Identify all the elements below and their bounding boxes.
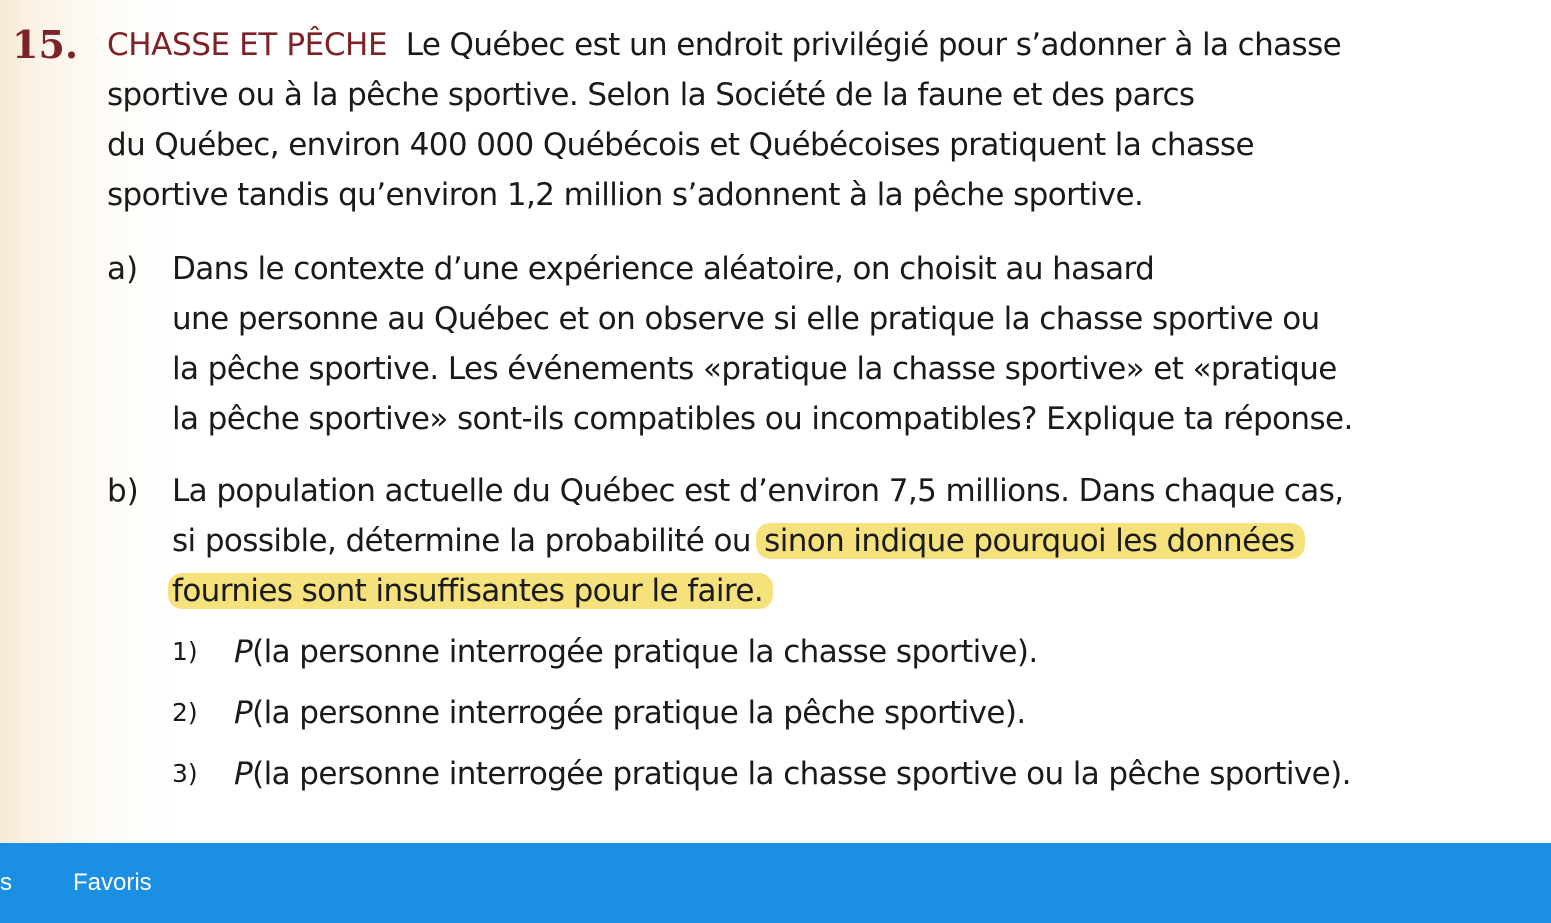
item-2-text: (la personne interrogée pratique la pêche sportive). [252,695,1026,731]
part-b-line-3 [172,566,773,616]
exercise-title: CHASSE ET PÊCHE [107,27,388,63]
item-1-p: P [234,634,253,670]
exercise-number: 15. [12,22,79,67]
intro-line-1-text: Le Québec est un endroit privilégié pour s’adonner à la chasse [405,27,1342,63]
item-2 [234,688,1026,738]
highlighted-text-1[interactable]: sinon indique pourquoi les données [756,523,1304,559]
part-b-line-2 [172,516,1305,566]
intro-line-1 [107,20,1341,70]
bottom-toolbar [0,843,1551,923]
item-3 [234,749,1351,799]
item-1-text: (la personne interrogée pratique la chasse sportive). [252,634,1038,670]
item-1 [234,627,1038,677]
intro-line-2: sportive ou à la pêche sportive. Selon la Société de la faune et des parcs [107,77,1195,113]
item-3-number: 3) [172,759,198,788]
highlighted-text-2[interactable]: fournies sont insuffisantes pour le faire. [168,573,773,609]
part-a-line-3: la pêche sportive. Les événements «pratique la chasse sportive» et «pratique [172,351,1337,387]
intro-line-3: du Québec, environ 400 000 Québécois et Québécoises pratiquent la chasse [107,127,1254,163]
item-1-number: 1) [172,637,198,666]
part-b-line-1: La population actuelle du Québec est d’environ 7,5 millions. Dans chaque cas, [172,473,1344,509]
toolbar-item-partial[interactable]: s [0,869,12,896]
part-b-label: b) [107,473,139,509]
part-a-line-1: Dans le contexte d’une expérience aléatoire, on choisit au hasard [172,251,1155,287]
item-3-text: (la personne interrogée pratique la chasse sportive ou la pêche sportive). [252,756,1351,792]
intro-line-4: sportive tandis qu’environ 1,2 million s’adonnent à la pêche sportive. [107,177,1144,213]
item-2-number: 2) [172,698,198,727]
part-a-line-4: la pêche sportive» sont-ils compatibles ou incompatibles? Explique ta réponse. [172,401,1353,437]
item-3-p: P [234,756,253,792]
part-a-line-2: une personne au Québec et on observe si elle pratique la chasse sportive ou [172,301,1320,337]
favorites-button[interactable]: Favoris [73,869,152,896]
part-b-line-2-text: si possible, détermine la probabilité ou [172,523,751,559]
item-2-p: P [234,695,253,731]
part-a-label: a) [107,251,139,287]
